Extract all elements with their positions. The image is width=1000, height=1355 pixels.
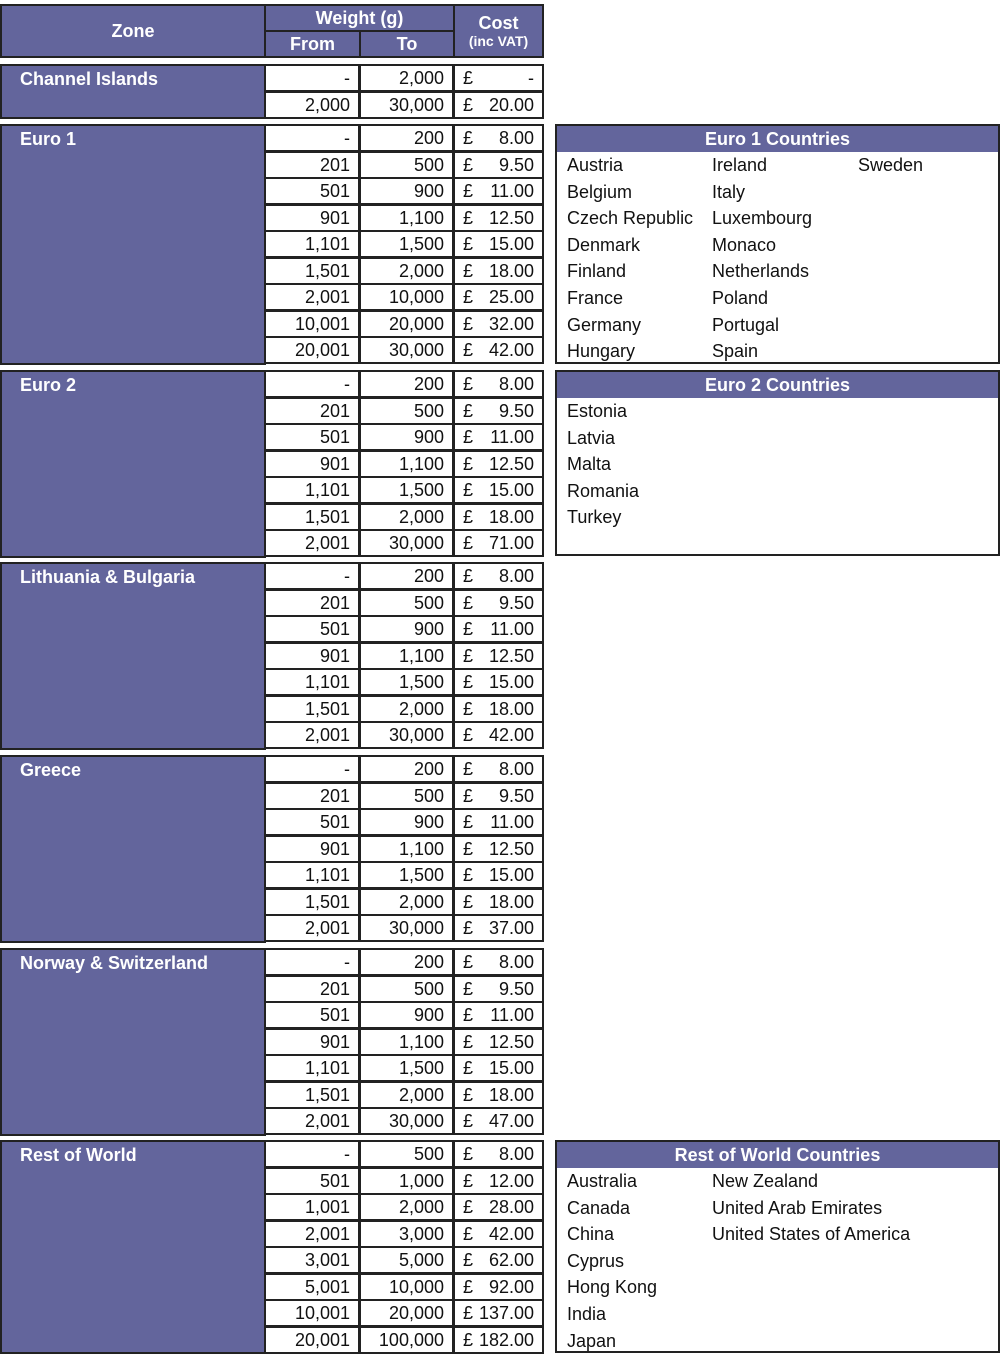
weight-to-cell: 30,000 [359, 914, 454, 942]
cost-cell [453, 283, 544, 311]
country-name: Finland [567, 261, 627, 282]
cost-value: 15.00 [488, 671, 534, 692]
cost-cell [453, 782, 544, 810]
weight-to-cell: 200 [359, 755, 454, 783]
currency-symbol: £ [463, 724, 474, 745]
currency-symbol: £ [463, 758, 474, 779]
weight-from-cell: 901 [264, 642, 360, 670]
cost-value: 12.50 [488, 207, 534, 228]
country-name: Netherlands [712, 261, 810, 282]
currency-symbol: £ [463, 154, 474, 175]
cost-cell [453, 370, 544, 398]
country-name: Italy [712, 181, 746, 202]
currency-symbol: £ [463, 233, 474, 254]
cost-cell [453, 1081, 544, 1109]
weight-to-cell: 500 [359, 975, 454, 1003]
currency-symbol: £ [463, 811, 474, 832]
weight-from-cell: 1,501 [264, 1081, 360, 1109]
country-name: China [567, 1224, 615, 1245]
cost-value: 182.00 [478, 1329, 534, 1350]
weight-to-cell: 2,000 [359, 695, 454, 723]
cost-header [453, 4, 544, 58]
cost-value: 12.50 [488, 1031, 534, 1052]
country-name: Luxembourg [712, 208, 813, 229]
weight-to-cell: 3,000 [359, 1220, 454, 1248]
weight-from-cell: 1,501 [264, 257, 360, 285]
weight-from-cell: - [264, 755, 360, 783]
cost-value: 15.00 [488, 864, 534, 885]
country-name: Sweden [858, 155, 924, 175]
weight-from-cell: - [264, 64, 360, 92]
weight-from-cell: 10,001 [264, 310, 360, 338]
cost-value: 9.50 [498, 400, 534, 421]
cost-cell [453, 64, 544, 92]
weight-from-cell: - [264, 370, 360, 398]
cost-value: 8.00 [498, 951, 534, 972]
cost-cell [453, 1107, 544, 1135]
cost-cell [453, 755, 544, 783]
cost-value: 32.00 [488, 313, 534, 334]
cost-value: 18.00 [488, 506, 534, 527]
cost-cell [453, 695, 544, 723]
currency-symbol: £ [463, 94, 474, 115]
weight-to-cell: 2,000 [359, 1193, 454, 1221]
weight-from-cell: 501 [264, 1001, 360, 1029]
weight-from-cell: 201 [264, 782, 360, 810]
cost-cell [453, 257, 544, 285]
cost-value: 9.50 [498, 154, 534, 175]
cost-cell [453, 888, 544, 916]
cost-cell [453, 124, 544, 152]
weight-to-cell: 5,000 [359, 1246, 454, 1274]
weight-from-cell: 201 [264, 589, 360, 617]
weight-to-cell: 20,000 [359, 310, 454, 338]
cost-value: 18.00 [488, 891, 534, 912]
country-name: Cyprus [567, 1250, 625, 1271]
currency-symbol: £ [463, 127, 474, 148]
weight-to-cell: 1,500 [359, 230, 454, 258]
weight-from-cell: 20,001 [264, 1326, 360, 1354]
currency-symbol: £ [463, 618, 474, 639]
country-name: Canada [567, 1197, 631, 1218]
weight-to-cell: 500 [359, 1140, 454, 1168]
country-name: Ireland [712, 155, 768, 175]
cost-cell [453, 642, 544, 670]
currency-symbol: £ [463, 400, 474, 421]
cost-value: 62.00 [488, 1249, 534, 1270]
cost-value: - [528, 67, 534, 88]
cost-cell [453, 1246, 544, 1274]
cost-value: 11.00 [490, 618, 534, 639]
weight-from-cell: - [264, 124, 360, 152]
weight-to-cell: 900 [359, 615, 454, 643]
weight-to-cell: 10,000 [359, 283, 454, 311]
cost-cell [453, 1299, 544, 1327]
cost-cell [453, 562, 544, 590]
currency-symbol: £ [463, 1031, 474, 1052]
zone-name: Euro 2 [0, 370, 266, 558]
weight-from-cell: 501 [264, 615, 360, 643]
cost-header-sub: (inc VAT) [468, 33, 529, 50]
countries-panel-title: Rest of World Countries [557, 1142, 998, 1168]
currency-symbol: £ [463, 645, 474, 666]
cost-cell [453, 615, 544, 643]
cost-cell [453, 230, 544, 258]
currency-symbol: £ [463, 373, 474, 394]
country-name: Malta [567, 454, 612, 475]
weight-to-cell: 200 [359, 124, 454, 152]
cost-cell [453, 721, 544, 749]
cost-cell [453, 1326, 544, 1354]
weight-to-cell: 100,000 [359, 1326, 454, 1354]
cost-value: 18.00 [488, 1084, 534, 1105]
currency-symbol: £ [463, 1084, 474, 1105]
cost-cell [453, 1001, 544, 1029]
weight-to-cell: 200 [359, 948, 454, 976]
weight-from-cell: 1,101 [264, 476, 360, 504]
cost-cell [453, 835, 544, 863]
cost-value: 15.00 [488, 479, 534, 500]
currency-symbol: £ [463, 1276, 474, 1297]
countries-panel [555, 124, 1000, 364]
country-name: United States of America [712, 1224, 911, 1245]
weight-to-cell: 30,000 [359, 1107, 454, 1135]
country-name: Turkey [567, 507, 622, 528]
weight-to-cell: 500 [359, 397, 454, 425]
zone-name: Channel Islands [0, 64, 266, 119]
weight-from-cell: 901 [264, 204, 360, 232]
weight-from-cell: 501 [264, 177, 360, 205]
weight-from-cell: 201 [264, 975, 360, 1003]
cost-value: 42.00 [488, 724, 534, 745]
weight-from-cell: 2,001 [264, 529, 360, 557]
country-name: Denmark [567, 234, 641, 255]
cost-cell [453, 1028, 544, 1056]
weight-to-cell: 30,000 [359, 529, 454, 557]
country-name: Latvia [567, 427, 616, 448]
currency-symbol: £ [463, 864, 474, 885]
currency-symbol: £ [463, 978, 474, 999]
weight-to-cell: 500 [359, 782, 454, 810]
country-name: Portugal [712, 314, 780, 335]
currency-symbol: £ [463, 1196, 474, 1217]
weight-from-cell: 2,001 [264, 914, 360, 942]
cost-value: 12.00 [488, 1170, 534, 1191]
weight-to-cell: 900 [359, 177, 454, 205]
weight-to-cell: 10,000 [359, 1273, 454, 1301]
currency-symbol: £ [463, 565, 474, 586]
weight-from-cell: 901 [264, 450, 360, 478]
cost-value: 8.00 [498, 1143, 534, 1164]
country-name: Austria [567, 155, 624, 175]
weight-to-cell: 2,000 [359, 257, 454, 285]
currency-symbol: £ [463, 1143, 474, 1164]
currency-symbol: £ [463, 506, 474, 527]
weight-to-cell: 1,500 [359, 668, 454, 696]
weight-from-cell: 1,001 [264, 1193, 360, 1221]
cost-value: 8.00 [498, 565, 534, 586]
cost-cell [453, 975, 544, 1003]
country-name: Hungary [567, 341, 636, 362]
weight-from-cell: 501 [264, 423, 360, 451]
weight-to-cell: 900 [359, 423, 454, 451]
country-name: Monaco [712, 234, 777, 255]
weight-to-cell: 1,100 [359, 1028, 454, 1056]
cost-cell [453, 91, 544, 119]
currency-symbol: £ [463, 286, 474, 307]
cost-value: 42.00 [488, 1223, 534, 1244]
currency-symbol: £ [463, 67, 474, 88]
cost-cell [453, 423, 544, 451]
country-name: Czech Republic [567, 208, 694, 229]
cost-value: 28.00 [488, 1196, 534, 1217]
zone-name: Rest of World [0, 1140, 266, 1354]
currency-symbol: £ [463, 180, 474, 201]
currency-symbol: £ [463, 1170, 474, 1191]
weight-from-cell: 1,501 [264, 695, 360, 723]
cost-cell [453, 1273, 544, 1301]
weight-from-cell: 201 [264, 397, 360, 425]
currency-symbol: £ [463, 532, 474, 553]
currency-symbol: £ [463, 1057, 474, 1078]
cost-cell [453, 948, 544, 976]
cost-value: 47.00 [488, 1110, 534, 1131]
cost-value: 137.00 [478, 1302, 534, 1323]
weight-from-cell: 2,001 [264, 721, 360, 749]
cost-cell [453, 397, 544, 425]
to-header: To [359, 30, 455, 58]
cost-value: 12.50 [488, 645, 534, 666]
currency-symbol: £ [463, 1004, 474, 1025]
weight-from-cell: 2,001 [264, 1220, 360, 1248]
weight-header: Weight (g) [264, 4, 455, 32]
cost-value: 9.50 [498, 978, 534, 999]
weight-from-cell: 2,001 [264, 1107, 360, 1135]
zone-name: Norway & Switzerland [0, 948, 266, 1136]
cost-value: 18.00 [488, 260, 534, 281]
weight-from-cell: - [264, 1140, 360, 1168]
country-name: Belgium [567, 181, 633, 202]
cost-value: 8.00 [498, 758, 534, 779]
countries-panel [555, 370, 1000, 556]
weight-to-cell: 200 [359, 562, 454, 590]
cost-value: 11.00 [490, 1004, 534, 1025]
weight-to-cell: 2,000 [359, 1081, 454, 1109]
cost-value: 11.00 [490, 426, 534, 447]
currency-symbol: £ [463, 207, 474, 228]
country-name: Hong Kong [567, 1277, 658, 1298]
cost-value: 11.00 [490, 180, 534, 201]
weight-to-cell: 500 [359, 589, 454, 617]
cost-cell [453, 151, 544, 179]
weight-from-cell: 501 [264, 1167, 360, 1195]
cost-value: 15.00 [488, 1057, 534, 1078]
weight-to-cell: 1,500 [359, 861, 454, 889]
cost-cell [453, 204, 544, 232]
weight-from-cell: 5,001 [264, 1273, 360, 1301]
cost-cell [453, 450, 544, 478]
currency-symbol: £ [463, 1329, 474, 1350]
cost-cell [453, 476, 544, 504]
cost-cell [453, 1054, 544, 1082]
weight-from-cell: 10,001 [264, 1299, 360, 1327]
cost-value: 11.00 [490, 811, 534, 832]
weight-to-cell: 1,100 [359, 204, 454, 232]
cost-cell [453, 861, 544, 889]
weight-to-cell: 2,000 [359, 888, 454, 916]
zone-header: Zone [0, 4, 266, 58]
weight-from-cell: 901 [264, 1028, 360, 1056]
cost-header-label: Cost [478, 12, 519, 33]
cost-value: 18.00 [488, 698, 534, 719]
weight-from-cell: 2,000 [264, 91, 360, 119]
weight-to-cell: 1,100 [359, 450, 454, 478]
weight-to-cell: 1,500 [359, 476, 454, 504]
weight-from-cell: 501 [264, 808, 360, 836]
currency-symbol: £ [463, 313, 474, 334]
currency-symbol: £ [463, 1249, 474, 1270]
cost-value: 12.50 [488, 453, 534, 474]
weight-to-cell: 900 [359, 808, 454, 836]
cost-cell [453, 1220, 544, 1248]
country-name: New Zealand [712, 1171, 819, 1191]
currency-symbol: £ [463, 698, 474, 719]
country-name: Estonia [567, 401, 628, 421]
weight-to-cell: 2,000 [359, 503, 454, 531]
country-name: France [567, 288, 624, 308]
weight-to-cell: 500 [359, 151, 454, 179]
weight-to-cell: 30,000 [359, 336, 454, 364]
weight-from-cell: 1,101 [264, 1054, 360, 1082]
countries-panel-title: Euro 2 Countries [557, 372, 998, 398]
weight-to-cell: 1,100 [359, 642, 454, 670]
currency-symbol: £ [463, 1223, 474, 1244]
cost-value: 71.00 [488, 532, 534, 553]
currency-symbol: £ [463, 1110, 474, 1131]
weight-from-cell: 2,001 [264, 283, 360, 311]
cost-value: 8.00 [498, 127, 534, 148]
country-name: Germany [567, 314, 642, 335]
cost-cell [453, 503, 544, 531]
cost-value: 42.00 [488, 339, 534, 360]
weight-from-cell: 3,001 [264, 1246, 360, 1274]
weight-from-cell: - [264, 948, 360, 976]
weight-to-cell: 1,500 [359, 1054, 454, 1082]
weight-to-cell: 30,000 [359, 91, 454, 119]
cost-value: 20.00 [488, 94, 534, 115]
currency-symbol: £ [463, 1302, 474, 1323]
weight-from-cell: 20,001 [264, 336, 360, 364]
weight-to-cell: 1,000 [359, 1167, 454, 1195]
weight-from-cell: 1,501 [264, 888, 360, 916]
countries-panel-title: Euro 1 Countries [557, 126, 998, 152]
zone-name: Greece [0, 755, 266, 943]
currency-symbol: £ [463, 891, 474, 912]
cost-value: 9.50 [498, 592, 534, 613]
country-name: India [567, 1304, 607, 1324]
weight-from-cell: 1,101 [264, 861, 360, 889]
weight-from-cell: 1,501 [264, 503, 360, 531]
weight-from-cell: 1,101 [264, 668, 360, 696]
zone-name: Euro 1 [0, 124, 266, 365]
country-name: Romania [567, 480, 640, 501]
currency-symbol: £ [463, 479, 474, 500]
currency-symbol: £ [463, 951, 474, 972]
cost-value: 92.00 [488, 1276, 534, 1297]
cost-cell [453, 1167, 544, 1195]
cost-cell [453, 177, 544, 205]
cost-value: 9.50 [498, 785, 534, 806]
currency-symbol: £ [463, 339, 474, 360]
weight-to-cell: 2,000 [359, 64, 454, 92]
cost-cell [453, 310, 544, 338]
country-name: Spain [712, 341, 759, 362]
cost-cell [453, 1140, 544, 1168]
cost-value: 37.00 [488, 917, 534, 938]
weight-to-cell: 30,000 [359, 721, 454, 749]
weight-from-cell: - [264, 562, 360, 590]
currency-symbol: £ [463, 260, 474, 281]
zone-name: Lithuania & Bulgaria [0, 562, 266, 750]
currency-symbol: £ [463, 838, 474, 859]
weight-from-cell: 901 [264, 835, 360, 863]
cost-cell [453, 668, 544, 696]
cost-cell [453, 529, 544, 557]
country-name: United Arab Emirates [712, 1197, 883, 1218]
currency-symbol: £ [463, 785, 474, 806]
cost-cell [453, 336, 544, 364]
cost-value: 25.00 [488, 286, 534, 307]
country-name: Japan [567, 1330, 617, 1351]
from-header: From [264, 30, 361, 58]
weight-to-cell: 1,100 [359, 835, 454, 863]
cost-cell [453, 914, 544, 942]
cost-value: 8.00 [498, 373, 534, 394]
weight-from-cell: 1,101 [264, 230, 360, 258]
cost-cell [453, 808, 544, 836]
currency-symbol: £ [463, 671, 474, 692]
weight-to-cell: 20,000 [359, 1299, 454, 1327]
currency-symbol: £ [463, 426, 474, 447]
weight-to-cell: 200 [359, 370, 454, 398]
currency-symbol: £ [463, 453, 474, 474]
currency-symbol: £ [463, 917, 474, 938]
countries-panel [555, 1140, 1000, 1353]
country-name: Australia [567, 1171, 638, 1191]
currency-symbol: £ [463, 592, 474, 613]
cost-value: 15.00 [488, 233, 534, 254]
cost-value: 12.50 [488, 838, 534, 859]
country-name: Poland [712, 288, 769, 308]
cost-cell [453, 1193, 544, 1221]
weight-from-cell: 201 [264, 151, 360, 179]
cost-cell [453, 589, 544, 617]
weight-to-cell: 900 [359, 1001, 454, 1029]
